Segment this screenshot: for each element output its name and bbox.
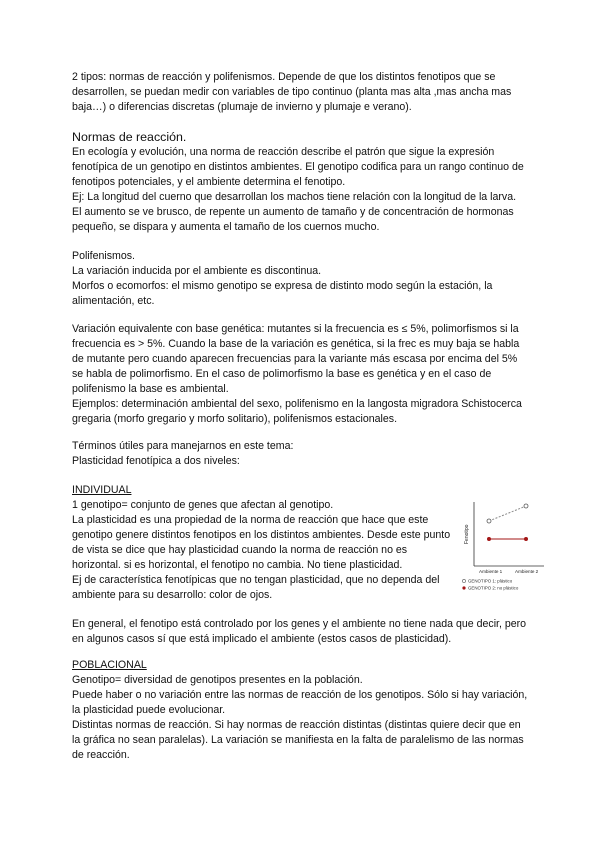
- individual-heading: INDIVIDUAL: [72, 484, 132, 496]
- individual-summary-section: [72, 617, 528, 647]
- genotipo-2-point-ambiente-2: [524, 537, 528, 541]
- genotipo-1-point-ambiente-1: [487, 519, 491, 523]
- x-tick-label-ambiente-2: Ambiente 2: [515, 569, 539, 574]
- intro-section: [72, 70, 528, 115]
- genotipo-1-point-ambiente-2: [524, 504, 528, 508]
- poblacional-paragraph-2: Puede haber o no variación entre las normas de reacción de los genotipos. Sólo si hay variación, la plasticidad puede evolucionar.: [72, 689, 528, 716]
- polifenismos-paragraph-1: La variación inducida por el ambiente es discontinua.: [72, 265, 322, 277]
- legend-label-genotipo-2: GENOTIPO 2: no plástico: [468, 585, 519, 591]
- genotipo-2-point-ambiente-1: [487, 537, 491, 541]
- legend-label-genotipo-1: GENOTIPO 1: plástico: [468, 578, 513, 584]
- variacion-section: [72, 322, 528, 427]
- y-axis-label: Fenotipo: [464, 524, 470, 544]
- variacion-paragraph-2: Ejemplos: determinación ambiental del sexo, polifenismo en la langosta migradora Schistocerca gregaria (morfo gregario y morfo solitario), polifenismos estacionales.: [72, 398, 522, 425]
- individual-paragraph-2: La plasticidad es una propiedad de la norma de reacción que hace que este genotipo genere distintos fenotipos en los distintos ambientes. Desde este punto de vista se dice que hay plasticidad cuando la norma de reacción no es horizontal. si es horizontal, el fenotipo no cambia. No tiene plasticidad.: [72, 514, 451, 571]
- legend-marker-genotipo-1: [462, 579, 465, 582]
- individual-paragraph-4: En general, el fenotipo está controlado por los genes y el ambiente no tiene nada que decir, pero en algunos casos sí que está implicado el ambiente (estos casos de plasticidad).: [72, 618, 527, 645]
- individual-paragraph-1: 1 genotipo= conjunto de genes que afectan al genotipo.: [72, 499, 334, 511]
- legend-marker-genotipo-2: [462, 586, 465, 589]
- poblacional-section: [72, 658, 528, 763]
- x-tick-label-ambiente-1: Ambiente 1: [479, 569, 503, 574]
- terminos-paragraph-1: Términos útiles para manejarnos en este tema:: [72, 440, 294, 452]
- polifenismos-section: [72, 249, 528, 309]
- polifenismos-heading: Polifenismos.: [72, 250, 135, 262]
- poblacional-paragraph-3: Distintas normas de reacción. Si hay normas de reacción distintas (distintas quiere decir que en la gráfica no sean paralelas). La variación se manifiesta en la falta de paralelismo de las normas de reacción.: [72, 719, 524, 761]
- reaction-norm-graph: [458, 498, 548, 602]
- poblacional-paragraph-1: Genotipo= diversidad de genotipos presentes en la población.: [72, 674, 363, 686]
- normas-paragraph-2: Ej: La longitud del cuerno que desarrollan los machos tiene relación con la longitud de la larva. El aumento se ve brusco, de repente un aumento de tamaño y de concentración de hormonas pequeño, se dispara y aumenta el tamaño de los cuernos mucho.: [72, 191, 517, 233]
- poblacional-heading: POBLACIONAL: [72, 659, 147, 671]
- normas-heading: Normas de reacción.: [72, 130, 187, 144]
- individual-paragraph-3: Ej de característica fenotípicas que no tengan plasticidad, que no dependa del ambiente para su desarrollo: color de ojos.: [72, 574, 440, 601]
- normas-paragraph-1: En ecología y evolución, una norma de reacción describe el patrón que sigue la expresión fenotípica de un genotipo en distintos ambientes. El genotipo codifica para un rango continuo de fenotipos potenciales, y el ambiente determina el fenotipo.: [72, 146, 524, 188]
- polifenismos-paragraph-2: Morfos o ecomorfos: el mismo genotipo se expresa de distinto modo según la estación, la alimentación, etc.: [72, 280, 493, 307]
- variacion-paragraph-1: Variación equivalente con base genética: mutantes si la frecuencia es ≤ 5%, polimorfismos si la frecuencia es > 5%. Cuando la base de la variación es genética, si la frec es muy baja se habla de mutante pero cuando aparecen frecuencias para la variante más escasa por encima del 5% se habla de polimorfismo. En el caso de polimorfismo la base es genética y en el caso de polifenismo la base es ambiental.: [72, 323, 520, 395]
- terminos-section: [72, 439, 528, 469]
- normas-section: [72, 129, 528, 235]
- reaction-norm-figure: [458, 498, 548, 602]
- genotipo-1-line: [489, 506, 526, 521]
- terminos-paragraph-2: Plasticidad fenotípica a dos niveles:: [72, 455, 240, 467]
- intro-paragraph: 2 tipos: normas de reacción y polifenismos. Depende de que los distintos fenotipos que se desarrollen, se puedan medir con variables de tipo continuo (planta mas alta ,mas ancha mas baja…) o diferencias discretas (plumaje de invierno y plumaje e verano).: [72, 71, 512, 113]
